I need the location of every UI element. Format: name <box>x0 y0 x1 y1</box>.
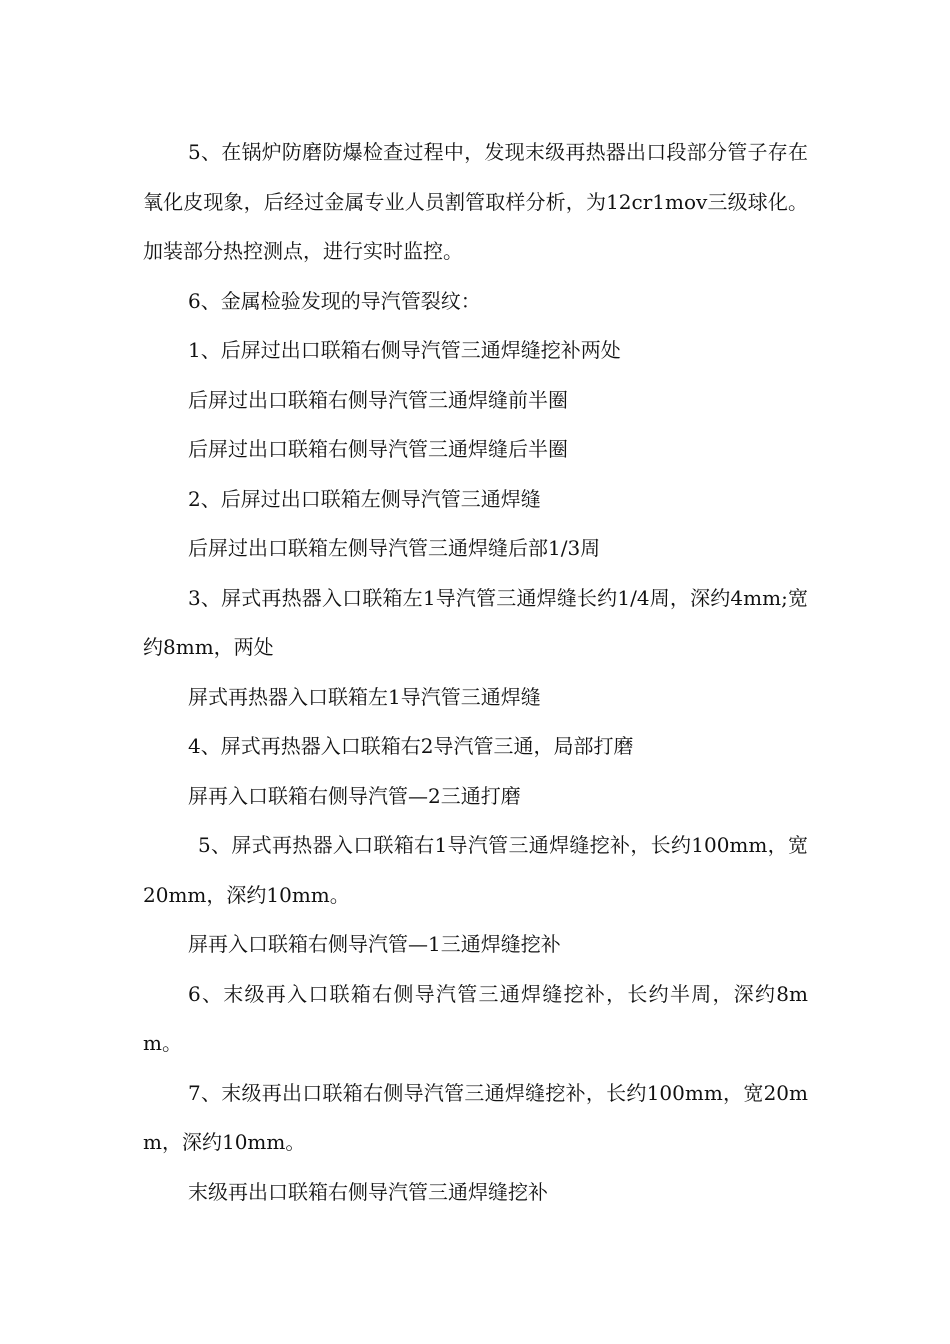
paragraph-subitem-6: 6、末级再入口联箱右侧导汽管三通焊缝挖补，长约半周，深约8mm。 <box>143 981 808 1055</box>
paragraph-subitem-7: 7、末级再出口联箱右侧导汽管三通焊缝挖补，长约100mm，宽20mm，深约10mm。 <box>143 1080 808 1154</box>
paragraph-caption-2: 后屏过出口联箱左侧导汽管三通焊缝后部1/3周 <box>188 536 601 560</box>
paragraph-caption-4: 屏再入口联箱右侧导汽管—2三通打磨 <box>188 783 521 808</box>
paragraph-caption-1a: 后屏过出口联箱右侧导汽管三通焊缝前半圈 <box>188 387 568 412</box>
paragraph-subitem-2: 2、后屏过出口联箱左侧导汽管三通焊缝 <box>188 486 541 511</box>
paragraph-caption-3: 屏式再热器入口联箱左1导汽管三通焊缝 <box>188 684 541 709</box>
paragraph-subitem-4: 4、屏式再热器入口联箱右2导汽管三通，局部打磨 <box>188 734 634 758</box>
paragraph-caption-1b: 后屏过出口联箱右侧导汽管三通焊缝后半圈 <box>188 437 568 461</box>
paragraph-subitem-1: 1、后屏过出口联箱右侧导汽管三通焊缝挖补两处 <box>188 338 621 362</box>
paragraph-subitem-3: 3、屏式再热器入口联箱左1导汽管三通焊缝长约1/4周，深约4mm;宽约8mm，两处 <box>143 585 808 659</box>
paragraph-caption-5: 屏再入口联箱右侧导汽管—1三通焊缝挖补 <box>188 932 561 956</box>
paragraph-item-5-oxide-scale: 5、在锅炉防磨防爆检查过程中，发现末级再热器出口段部分管子存在氧化皮现象，后经过金属专业人员割管取样分析，为12cr1mov三级球化。加装部分热控测点，进行实时监控。 <box>143 140 808 263</box>
paragraph-item-6-heading: 6、金属检验发现的导汽管裂纹： <box>188 288 481 313</box>
paragraph-caption-7: 末级再出口联箱右侧导汽管三通焊缝挖补 <box>188 1179 548 1204</box>
paragraph-subitem-5: 5、屏式再热器入口联箱右1导汽管三通焊缝挖补，长约100mm，宽20mm，深约10mm。 <box>143 833 808 907</box>
document-body <box>143 128 808 1217</box>
